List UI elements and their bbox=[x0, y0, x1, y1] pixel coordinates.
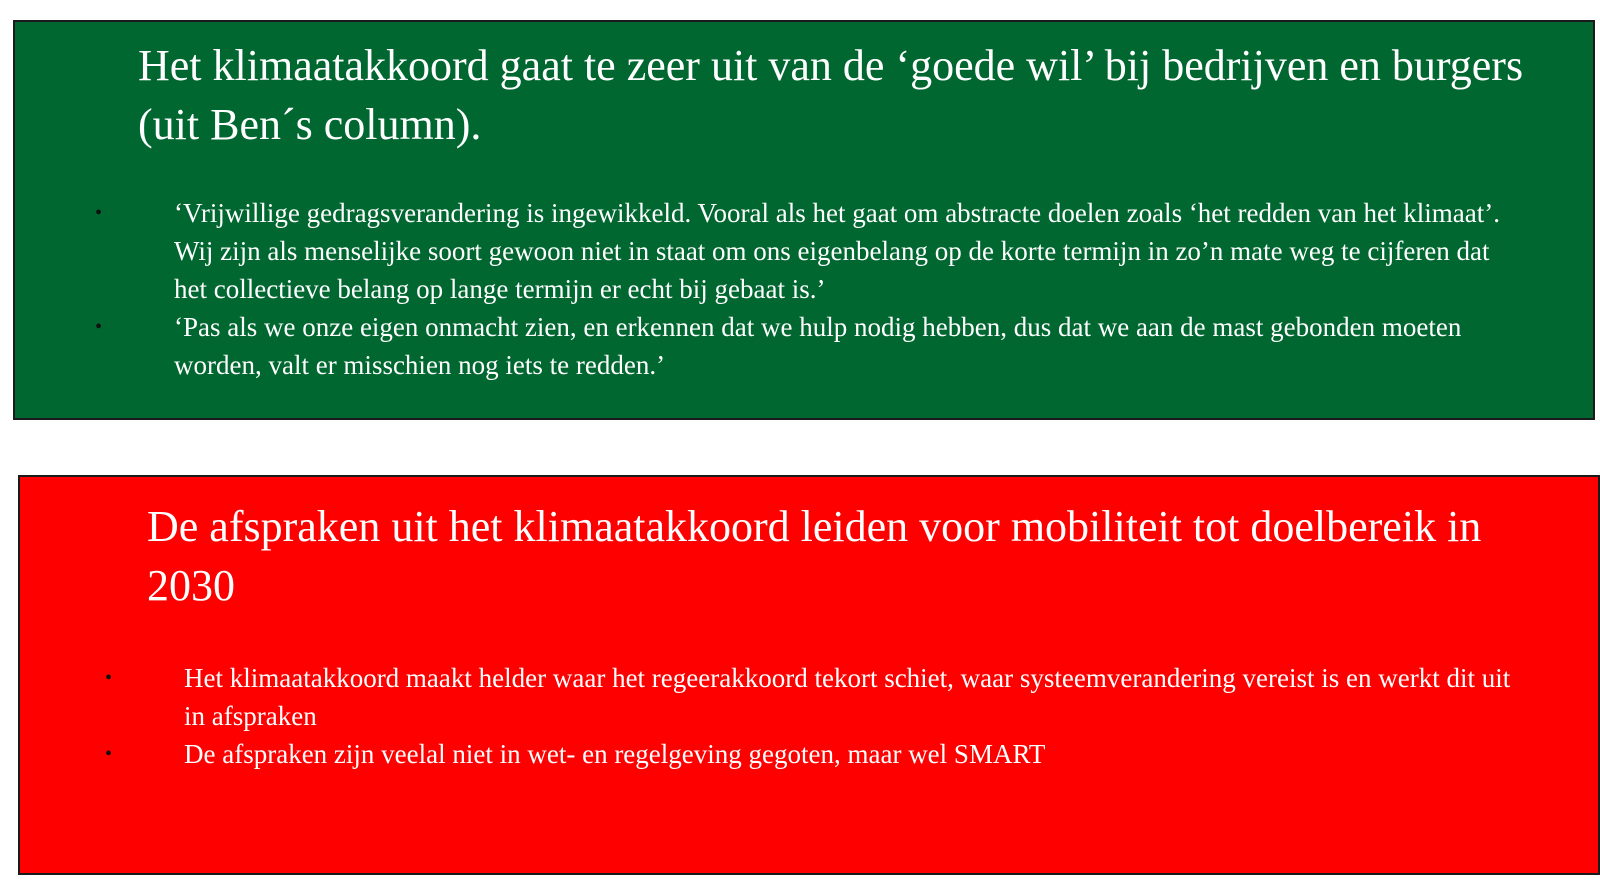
bullet-icon: • bbox=[95, 202, 103, 224]
green-panel-title: Het klimaatakkoord gaat te zeer uit van de ‘goede wil’ bij bedrijven en burgers (uit Ben´s column). bbox=[138, 41, 1524, 149]
bullet-text: ‘Vrijwillige gedragsverandering is ingewikkeld. Vooral als het gaat om abstracte doelen zoals ‘het redden van het klimaat’. Wij zijn als menselijke soort gewoon niet in staat om ons eigenbelang op de korte termijn in zo’n mate weg te cijferen dat het collectieve belang op lange termijn er echt bij gebaat is.’ bbox=[174, 198, 1500, 304]
list-item bbox=[95, 194, 1515, 308]
red-panel-bullet-list bbox=[105, 659, 1525, 773]
list-item bbox=[105, 659, 1525, 735]
list-item bbox=[105, 735, 1525, 773]
list-item bbox=[95, 308, 1515, 384]
bullet-icon: • bbox=[105, 667, 113, 689]
bullet-text: De afspraken zijn veelal niet in wet- en regelgeving gegoten, maar wel SMART bbox=[184, 739, 1046, 769]
bullet-icon: • bbox=[105, 743, 113, 765]
bullet-text: Het klimaatakkoord maakt helder waar het regeerakkoord tekort schiet, waar systeemverandering vereist is en werkt dit uit in afspraken bbox=[184, 663, 1511, 731]
red-panel bbox=[18, 475, 1600, 875]
green-panel bbox=[13, 20, 1595, 420]
green-panel-bullet-list bbox=[95, 194, 1515, 384]
bullet-icon: • bbox=[95, 316, 103, 338]
red-panel-title: De afspraken uit het klimaatakkoord leiden voor mobiliteit tot doelbereik in 2030 bbox=[147, 502, 1482, 610]
bullet-text: ‘Pas als we onze eigen onmacht zien, en erkennen dat we hulp nodig hebben, dus dat we aan de mast gebonden moeten worden, valt er misschien nog iets te redden.’ bbox=[174, 312, 1462, 380]
